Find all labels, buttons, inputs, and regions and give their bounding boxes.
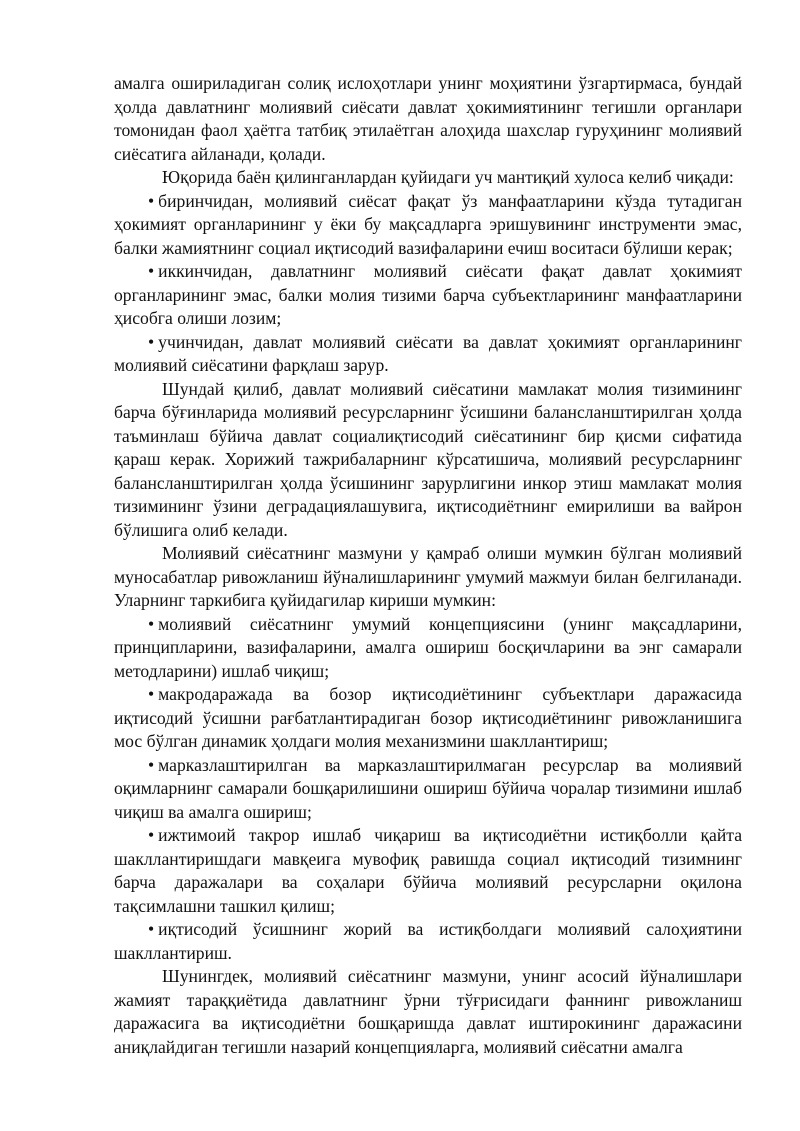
bullet-item — [114, 754, 742, 825]
bullet-text: иқтисодий ўсишнинг жорий ва истиқболдаги молиявий салоҳиятини шакллантириш. — [114, 919, 742, 963]
bullet-item — [114, 613, 742, 684]
bullet-icon: • — [148, 190, 155, 211]
bullet-text: ижтимоий такрор ишлаб чиқариш ва иқтисодиётни истиқболли қайта шакллантиришдаги мавқеига мувофиқ равишда социал иқтисодий тизимнинг барча даражалари ва соҳалари бўйича молиявий ресурсларни оқилона тақсимлашни ташкил қилиш; — [114, 825, 742, 916]
bullet-icon: • — [148, 261, 155, 281]
bullet-item — [114, 190, 742, 261]
paragraph: Молиявий сиёсатнинг мазмуни у қамраб олиши мумкин бўлган молиявий муносабатлар ривожланиш йўналишларининг умумий мажмуи билан белгиланади. Уларнинг таркибига қуйидагилар кириши мумкин: — [114, 543, 742, 610]
bullet-text: учинчидан, давлат молиявий сиёсати ва давлат ҳокимият органларининг молиявий сиёсатини фарқлаш зарур. — [114, 331, 742, 375]
paragraph: амалга ошириладиган солиқ ислоҳотлари унинг моҳиятини ўзгартирмаса, бундай ҳолда давлатнинг молиявий сиёсати давлат ҳокимиятининг тегишли органлари томонидан фаол ҳаётга татбиқ этилаётган алоҳида шахслар гуруҳининг молиявий сиёсатига айланади, қолади. — [114, 73, 742, 164]
bullet-text: молиявий сиёсатнинг умумий концепциясини (унинг мақсадларини, принципларини, вазифаларини, амалга ошириш босқичларини ва энг самарали методларини) ишлаб чиқиш; — [114, 613, 742, 681]
bullet-text: биринчидан, молиявий сиёсат фақат ўз манфаатларини кўзда тутадиган ҳокимият органларининг у ёки бу мақсадларга эришувининг инструменти эмас, балки жамиятнинг социал иқтисодий вазифаларини ечиш воситаси бўлиши керак; — [114, 190, 742, 258]
bullet-text: марказлаштирилган ва марказлаштирилмаган ресурслар ва молиявий оқимларнинг самарали бошқарилишини ошириш бўйича чоралар тизимини ишлаб чиқиш ва амалга ошириш; — [114, 754, 742, 822]
bullet-item — [114, 918, 742, 965]
document-page — [114, 72, 742, 1059]
bullet-item — [114, 260, 742, 331]
bullet-icon: • — [148, 825, 155, 845]
bullet-icon: • — [148, 613, 155, 634]
bullet-icon: • — [148, 684, 155, 704]
bullet-text: иккинчидан, давлатнинг молиявий сиёсати фақат давлат ҳокимият органларининг эмас, балки молия тизими барча субъектларининг манфаатларини ҳисобга олиши лозим; — [114, 261, 742, 328]
bullet-item — [114, 331, 742, 378]
paragraph: Шундай қилиб, давлат молиявий сиёсатини мамлакат молия тизимининг барча бўғинларида молиявий ресурсларнинг ўсишини балансланштирилган ҳолда таъминлаш бўйича давлат социалиқтисодий сиёсатининг бир қисми сифатида қараш керак. Хорижий тажрибаларнинг кўрсатишича, молиявий ресурсларнинг балансланштирилган ҳолда ўсишининг зарурлигини инкор этиш мамлакат молия тизимининг ўзини деградациялашувига, иқтисодиётнинг емирилиши ва вайрон бўлишига олиб келади. — [114, 378, 742, 540]
bullet-text: макродаражада ва бозор иқтисодиётининг субъектлари даражасида иқтисодий ўсишни рағбатлантирадиган бозор иқтисодиётининг ривожланишига мос бўлган динамик ҳолдаги молия механизмини шакллантириш; — [114, 684, 742, 751]
bullet-icon: • — [148, 331, 155, 352]
bullet-icon: • — [148, 754, 155, 775]
bullet-item — [114, 824, 742, 918]
paragraph: Шунингдек, молиявий сиёсатнинг мазмуни, унинг асосий йўналишлари жамият тараққиётида давлатнинг ўрни тўғрисидаги фаннинг ривожланиш даражасига ва иқтисодиётни бошқаришда давлат иштирокининг даражасини аниқлайдиган тегишли назарий концепцияларга, молиявий сиёсатни амалга — [114, 966, 742, 1057]
bullet-icon: • — [148, 919, 155, 939]
bullet-item — [114, 683, 742, 754]
paragraph: Юқорида баён қилинганлардан қуйидаги уч мантиқий хулоса келиб чиқади: — [162, 167, 734, 187]
